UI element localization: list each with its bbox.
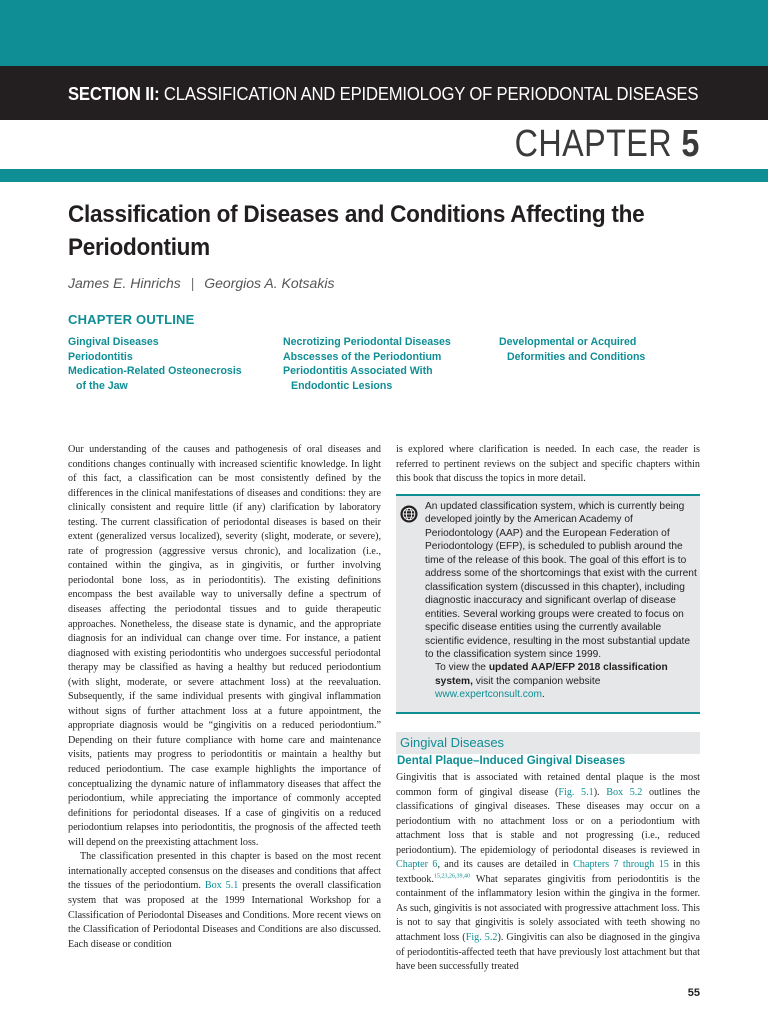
companion-website-link[interactable]: www.expertconsult.com: [435, 689, 543, 701]
chapter-title: Classification of Diseases and Conditions Affecting the Periodontium: [68, 201, 645, 261]
text-span: in this textbook.: [396, 859, 700, 885]
note-text: [425, 500, 697, 702]
text-span: updated AAP/EFP 2018 classification system,: [435, 662, 668, 687]
chapter-outline-heading: CHAPTER OUTLINE: [68, 312, 195, 327]
outline-link[interactable]: Periodontitis: [68, 350, 133, 363]
body-paragraph: [396, 771, 700, 975]
outline-column-2: [283, 335, 451, 393]
note-view-line: [425, 661, 697, 701]
body-paragraph: [68, 850, 381, 952]
text-span: To view the: [435, 662, 486, 674]
header-divider: [0, 169, 768, 182]
outline-link[interactable]: of the Jaw: [76, 379, 128, 392]
section-title: [68, 83, 698, 105]
header-top-band: [0, 0, 768, 66]
text-span: outlines the classifications of gingival diseases. These diseases may occur on a periodontium with no attachment loss or on a periodontium with attachment loss that is stable and not progressing (i.e., reduced periodontium). The epidemiology of periodontal diseases is reviewed in: [396, 786, 701, 856]
outline-link[interactable]: Abscesses of the Periodontium: [283, 350, 442, 363]
body-left-column: [68, 443, 381, 952]
outline-link[interactable]: Necrotizing Periodontal Diseases: [283, 336, 451, 348]
outline-link[interactable]: Developmental or Acquired: [499, 336, 637, 348]
chapters-7-15-link[interactable]: Chapters 7 through 15: [573, 859, 669, 871]
update-note-box: [396, 494, 700, 714]
plaque-induced-subheading: Dental Plaque–Induced Gingival Diseases: [397, 755, 626, 767]
author-separator: |: [190, 275, 195, 291]
outline-link[interactable]: Medication-Related Osteonecrosis: [68, 365, 242, 377]
text-span: presents the overall classification system that was proposed at the 1999 International Workshop for a Classification of Periodontal Diseases and Conditions. More recent views on the Classification of Periodontal Diseases and Conditions are also discussed. Each disease or condition: [68, 880, 382, 950]
globe-icon: [400, 505, 418, 523]
outline-link[interactable]: Gingival Diseases: [68, 336, 159, 348]
text-span: .: [542, 689, 545, 701]
text-span: ). Gingivitis can also be diagnosed in the gingiva of periodontitis-affected teeth that have previously lost attachment but that have been successfully treated: [396, 932, 700, 973]
chapter-number: 5: [681, 123, 700, 165]
text-span: What separates gingivitis from periodontitis is the containment of the inflammatory lesion within the gingiva in the former. As such, gingivitis is not associated with progressive attachment loss. This is not to say that gingivitis is solely associated with teeth showing no attachment loss (: [396, 873, 700, 944]
chapter-word: CHAPTER: [514, 123, 673, 165]
body-right-column: [396, 443, 700, 487]
box-5-2-link[interactable]: Box 5.2: [606, 786, 643, 798]
authors: [68, 275, 334, 291]
text-span: , and its causes are detailed in: [437, 859, 569, 871]
fig-5-2-link[interactable]: Fig. 5.2: [465, 932, 498, 944]
text-span: visit the companion website: [475, 675, 601, 687]
box-5-1-link[interactable]: Box 5.1: [204, 880, 239, 892]
author-first: James E. Hinrichs: [68, 275, 181, 291]
body-paragraph: Our understanding of the causes and pathogenesis of oral diseases and conditions changes continually with increased scientific knowledge. In light of this fact, a classification can be most consistently defined by the differences in the clinical manifestations of diseases and conditions: they are clinically consistent and require little (if any) clarification by laboratory testing. The current classification of periodontal diseases is based on their extent (generalized versus localized), severity (slight, moderate, or severe), rate of progression (aggressive versus chronic), and localization (i.e., contained within the gingiva, as in gingivitis, or further involving periodontal bone loss, as in periodontitis). The existing definitions encompass the best available way to universally define a spectrum of diseases affecting the periodontal tissues and to guide therapeutic approaches. Nonetheless, the disease state is dynamic, and the appropriate diagnosis for an individual can change over time. For instance, a patient diagnosed with existing periodontitis who undergoes successful periodontal therapy may be classified as having a healthy but reduced periodontium (with slight, moderate, or severe attachment loss) at the reevaluation. Subsequently, if the same individual presents with gingival inflammation without signs of further attachment loss at a future appointment, the appropriate diagnosis would be “gingivitis on a reduced periodontium.” Depending on their future compliance with home care and maintenance visits, patients may progress to periodontitis or maintain a healthy but reduced periodontium. The case example highlights the importance of conceptualizing the dynamic nature of inflammatory diseases that affect the periodontium, while appreciating the importance of commonly accepted definitions for periodontal diseases. If a case of gingivitis on a reduced periodontium relapses into periodontitis, the prognosis of the affected teeth will depend on the preexisting attachment loss.: [68, 444, 381, 848]
outline-link[interactable]: Endodontic Lesions: [291, 379, 393, 392]
page-number: 55: [687, 987, 700, 999]
gingival-body: [396, 771, 700, 975]
note-paragraph: An updated classification system, which is currently being developed jointly by the American Academy of Periodontology (AAP) and the European Federation of Periodontology (EFP), is scheduled to publish around the time of the release of this book. The goal of this effort is to address some of the shortcomings that exist with the current classification system (discussed in this chapter), including diagnostic inaccuracy and significant overlap of disease entities. Several working groups were created to focus on specific disease entities using the currently available scientific evidence, resulting in the most substantial update to the classification system since 1999.: [425, 501, 697, 660]
chapter-label: [515, 123, 700, 166]
body-paragraph: is explored where clarification is needed. In each case, the reader is referred to pertinent reviews on the subject and specific chapters within this book that discuss the topics in more detail.: [396, 444, 700, 485]
text-span: ).: [593, 786, 600, 798]
outline-column-1: [68, 335, 242, 393]
text-span: Gingivitis that is associated with retained dental plaque is the most common form of gingival disease (: [396, 772, 700, 798]
reference-citations[interactable]: 15,23,26,39,40: [433, 873, 470, 880]
fig-5-1-link[interactable]: Fig. 5.1: [558, 786, 594, 798]
author-second: Georgios A. Kotsakis: [204, 275, 335, 291]
outline-link[interactable]: Deformities and Conditions: [507, 350, 646, 363]
gingival-diseases-heading: Gingival Diseases: [396, 732, 700, 754]
outline-link[interactable]: Periodontitis Associated With: [283, 365, 433, 377]
text-span: The classification presented in this chapter is based on the most recent internationally accepted consensus on the diseases and conditions that affect the tissues of the periodontium.: [68, 851, 381, 892]
section-label: SECTION II:: [68, 83, 160, 104]
section-name: CLASSIFICATION AND EPIDEMIOLOGY OF PERIODONTAL DISEASES: [163, 83, 699, 104]
outline-column-3: [499, 335, 645, 364]
chapter-6-link[interactable]: Chapter 6: [396, 859, 438, 871]
